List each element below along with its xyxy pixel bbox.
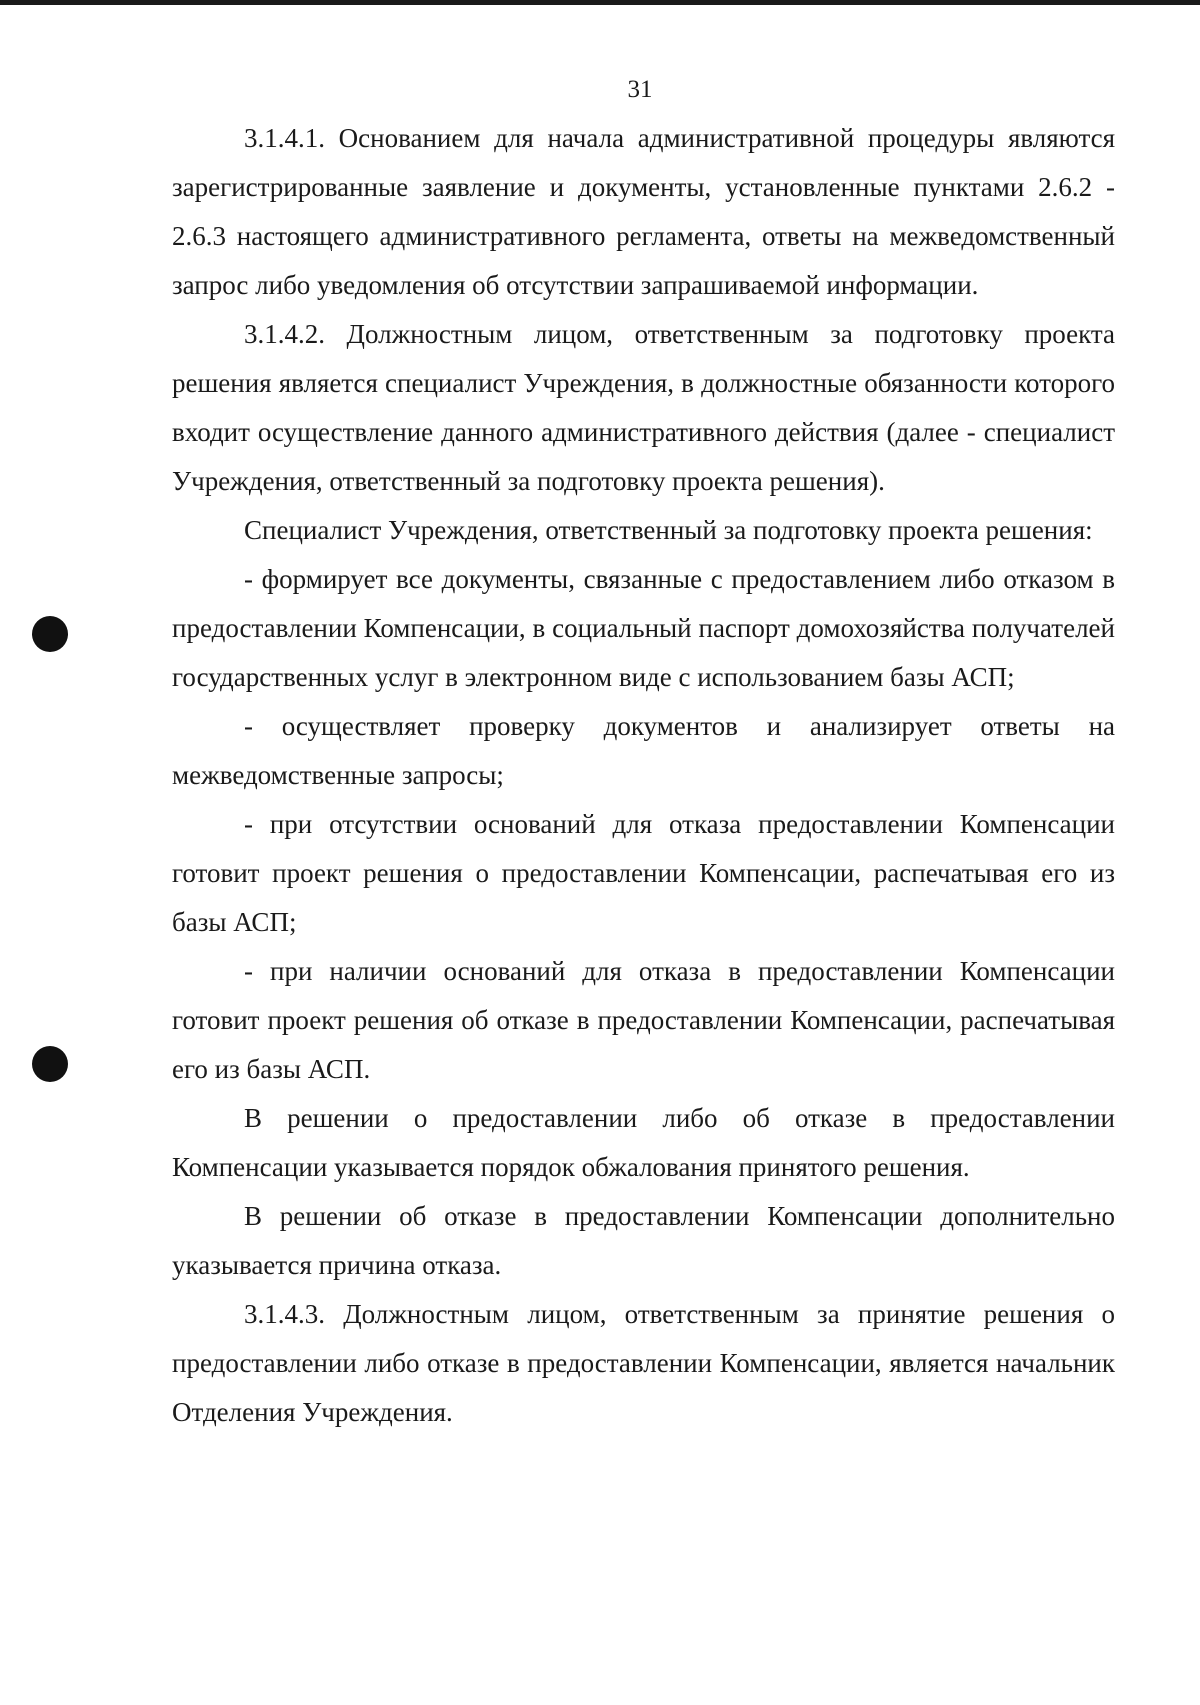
list-item-forms-documents: - формирует все документы, связанные с предоставлением либо отказом в предоставлении Компенсации, в социальный паспорт домохозяйства получателей государственных услуг в электронном виде с использованием базы АСП; — [172, 564, 1115, 692]
paragraph-3-1-4-3: 3.1.4.3. Должностным лицом, ответственным за принятие решения о предоставлении либо отказе в предоставлении Компенсации, является начальник Отделения Учреждения. — [172, 1299, 1115, 1427]
list-item-grounds-for-refusal: - при наличии оснований для отказа в предоставлении Компенсации готовит проект решения об отказе в предоставлении Компенсации, распечатывая его из базы АСП. — [172, 956, 1115, 1084]
paragraph-refusal-reason: В решении об отказе в предоставлении Компенсации дополнительно указывается причина отказа. — [172, 1201, 1115, 1280]
punch-hole-mark — [32, 1046, 68, 1082]
document-body — [172, 114, 1115, 1437]
punch-hole-mark — [32, 616, 68, 652]
page-number: 31 — [627, 76, 653, 103]
scan-top-edge — [0, 0, 1200, 5]
paragraph-appeal-procedure: В решении о предоставлении либо об отказе в предоставлении Компенсации указывается порядок обжалования принятого решения. — [172, 1103, 1115, 1182]
paragraph-specialist-intro: Специалист Учреждения, ответственный за подготовку проекта решения: — [244, 515, 1093, 545]
list-item-checks-documents: - осуществляет проверку документов и анализирует ответы на межведомственные запросы; — [172, 711, 1115, 790]
list-item-no-grounds-for-refusal: - при отсутствии оснований для отказа предоставлении Компенсации готовит проект решения о предоставлении Компенсации, распечатывая его из базы АСП; — [172, 809, 1115, 937]
paragraph-3-1-4-1: 3.1.4.1. Основанием для начала административной процедуры являются зарегистрированные заявление и документы, установленные пунктами 2.6.2 - 2.6.3 настоящего административного регламента, ответы на межведомственный запрос либо уведомления об отсутствии запрашиваемой информации. — [172, 123, 1115, 300]
paragraph-3-1-4-2: 3.1.4.2. Должностным лицом, ответственным за подготовку проекта решения является специалист Учреждения, в должностные обязанности которого входит осуществление данного административного действия (далее - специалист Учреждения, ответственный за подготовку проекта решения). — [172, 319, 1115, 496]
